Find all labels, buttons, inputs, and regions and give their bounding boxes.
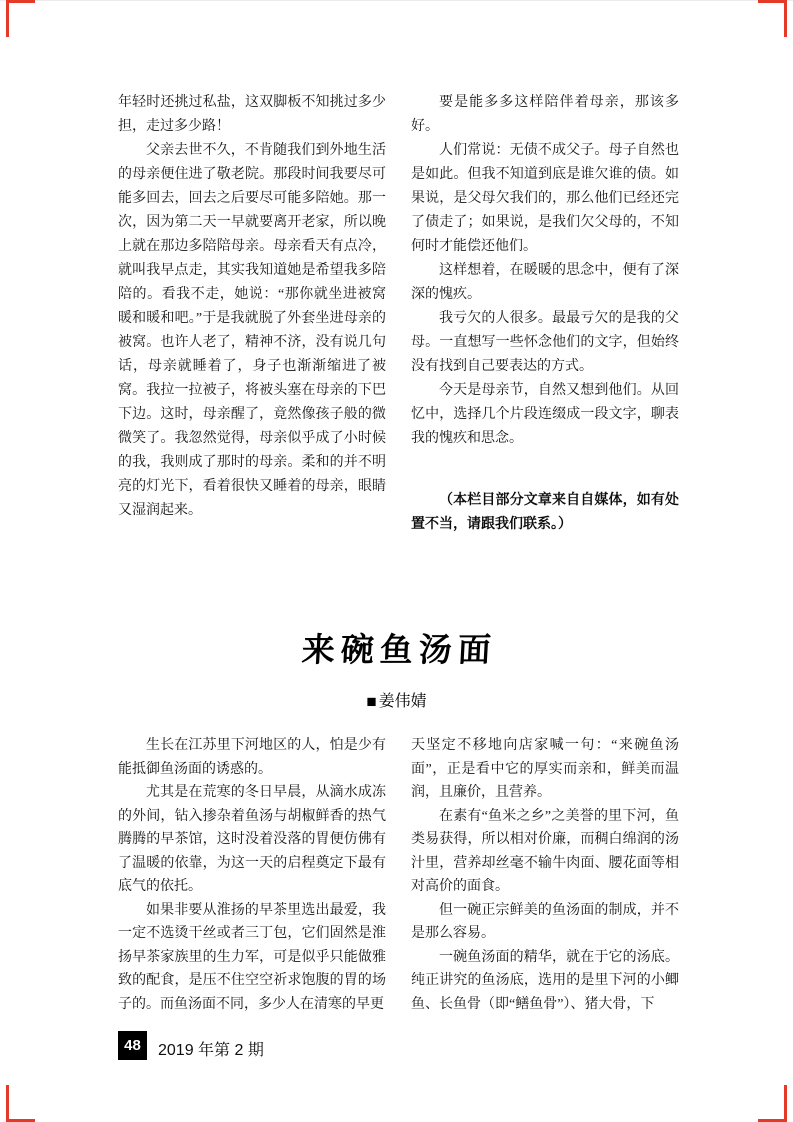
bottom-article-left-column bbox=[118, 734, 386, 1016]
crop-mark-top-left-icon bbox=[6, 0, 35, 37]
paragraph: 年轻时还挑过私盐，这双脚板不知挑过多少担，走过多少路！ bbox=[118, 95, 386, 134]
paragraph: 尤其是在荒寒的冬日早晨，从滴水成冻的外间，钻入掺杂着鱼汤与胡椒鲜香的热气腾腾的早茶馆，这时没着没落的胃便仿佛有了温暖的依靠，为这一天的启程奠定下最有底气的依托。 bbox=[118, 785, 386, 894]
paragraph: 天坚定不移地向店家喊一句：“来碗鱼汤面”，正是看中它的厚实而亲和，鲜美而温润，且廉价，且营养。 bbox=[411, 738, 679, 800]
author-name: 姜伟婧 bbox=[378, 693, 427, 710]
paragraph: 这样想着，在暖暖的思念中，便有了深深的愧疚。 bbox=[411, 263, 679, 302]
author-byline bbox=[0, 688, 793, 712]
issue-label: 2019 年第 2 期 bbox=[158, 1042, 264, 1059]
crop-mark-top-right-icon bbox=[758, 0, 787, 37]
bottom-article-right-column bbox=[411, 734, 679, 1016]
top-article-right-column bbox=[411, 91, 679, 535]
article-title: 来碗鱼汤面 bbox=[300, 633, 498, 669]
paragraph: 今天是母亲节，自然又想到他们。从回忆中，选择几个片段连缀成一段文字，聊表我的愧疚和思念。 bbox=[411, 383, 679, 446]
top-article-left-column bbox=[118, 91, 386, 523]
paragraph: 要是能多多这样陪伴着母亲，那该多好。 bbox=[411, 95, 679, 134]
paragraph: 我亏欠的人很多。最最亏欠的是我的父母。一直想写一些怀念他们的文字，但始终没有找到自己要表达的方式。 bbox=[411, 311, 679, 374]
paragraph: 一碗鱼汤面的精华，就在于它的汤底。纯正讲究的鱼汤底，选用的是里下河的小鲫鱼、长鱼骨（即“鳝鱼骨”）、猪大骨，下 bbox=[411, 949, 679, 1012]
paragraph: 人们常说：无债不成父子。母子自然也是如此。但我不知道到底是谁欠谁的债。如果说，是父母欠我们的，那么他们已经还完了债走了；如果说，是我们欠父母的，不知何时才能偿还他们。 bbox=[411, 143, 679, 254]
paragraph: 如果非要从淮扬的早茶里选出最爱，我一定不选烫干丝或者三丁包，它们固然是淮扬早茶家族里的生力军，可是似乎只能做雅致的配食，是压不住空空祈求饱腹的胃的场子的。而鱼汤面不同，多少人在清寒的早更 bbox=[118, 902, 386, 1012]
author-marker-icon: ■ bbox=[366, 692, 377, 711]
editor-note: （本栏目部分文章来自自媒体，如有处置不当，请跟我们联系。） bbox=[411, 491, 679, 531]
paragraph: 父亲去世不久，不肯随我们到外地生活的母亲便住进了敬老院。那段时间我要尽可能多回去，回去之后要尽可能多陪她。那一次，因为第二天一早就要离开老家，所以晚上就在那边多陪陪母亲。母亲看天有点冷，就叫我早点走，其实我知道她是希望我多陪陪的。看我不走，她说：“那你就坐进被窝暖和暖和吧。”于是我就脱了外套坐进母亲的被窝。也许人老了，精神不济，没有说几句话，母亲就睡着了，身子也渐渐缩进了被窝。我拉一拉被子，将被头塞在母亲的下巴下边。这时，母亲醒了，竟然像孩子般的微微笑了。我忽然觉得，母亲似乎成了小时候的我，我则成了那时的母亲。柔和的并不明亮的灯光下，看着很快又睡着的母亲，眼睛又湿润起来。 bbox=[118, 143, 386, 518]
paragraph: 生长在江苏里下河地区的人，怕是少有能抵御鱼汤面的诱惑的。 bbox=[118, 738, 386, 777]
page-number-badge: 48 bbox=[118, 1031, 147, 1060]
paragraph: 但一碗正宗鲜美的鱼汤面的制成，并不是那么容易。 bbox=[411, 902, 679, 941]
paragraph: 在素有“鱼米之乡”之美誉的里下河，鱼类易获得，所以相对价廉，而稠白绵润的汤汁里，营养却丝毫不输牛肉面、腰花面等相对高价的面食。 bbox=[411, 808, 679, 894]
crop-mark-bottom-right-icon bbox=[758, 1085, 787, 1122]
crop-mark-bottom-left-icon bbox=[6, 1085, 35, 1122]
